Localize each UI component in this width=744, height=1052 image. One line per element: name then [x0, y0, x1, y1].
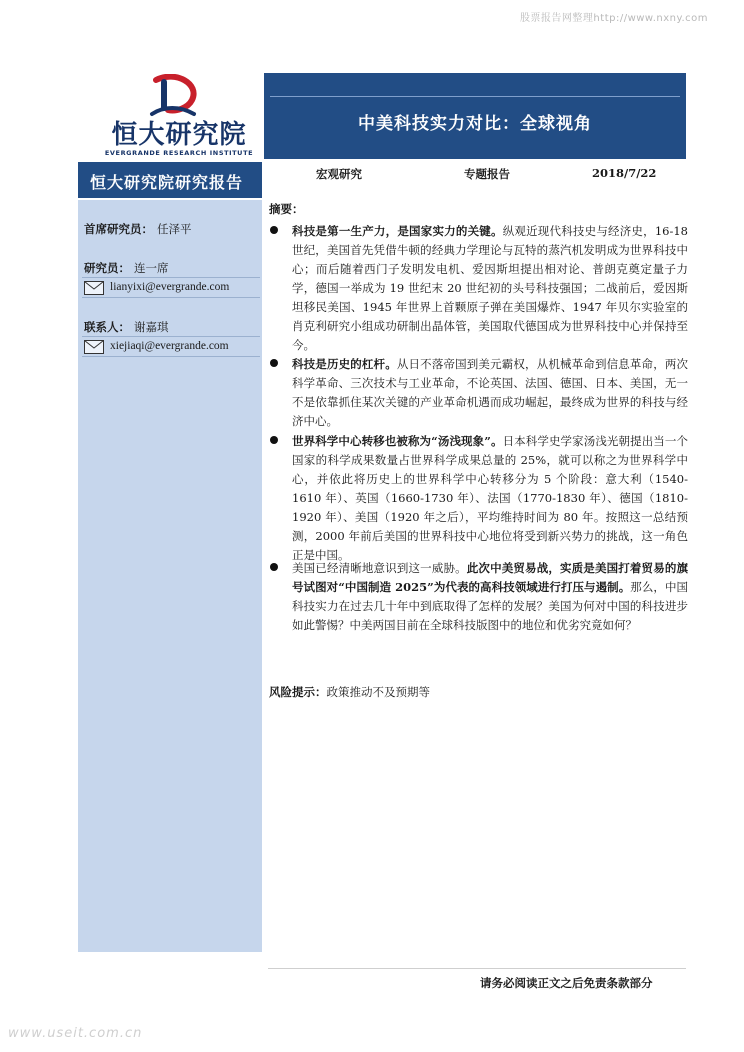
researcher: [84, 260, 169, 276]
left-header: 恒大研究院研究报告: [78, 162, 262, 198]
bullet-dot-icon: [270, 359, 278, 367]
risk-text: 政策推动不及预期等: [326, 685, 430, 699]
bullet-1-text: [292, 222, 688, 355]
evergrande-logo: [100, 74, 260, 162]
risk-label: 风险提示：: [269, 685, 327, 699]
contact: [84, 319, 169, 335]
bullet-2-text: [292, 355, 688, 431]
report-title: 中美科技实力对比：全球视角: [358, 114, 592, 134]
meta-type: 专题报告: [464, 167, 510, 181]
meta-date: 2018/7/22: [592, 166, 657, 180]
researcher-email[interactable]: lianyixi@evergrande.com: [110, 281, 230, 293]
abstract-bullet-3: [268, 432, 688, 565]
logo-mark-icon: [146, 74, 202, 118]
abstract-bullet-4: [268, 559, 688, 635]
contact-email-row[interactable]: [82, 336, 260, 357]
bullet-2-body: 从日不落帝国到美元霸权，从机械革命到信息革命，两次科学革命、三次技术与工业革命，不论英国、法国、德国、日本、美国，无一不是依靠抓住某次关键的产业革命机遇而成功崛起，最终成为世界的科技与经济中心。: [292, 357, 689, 428]
author-sidebar: [78, 200, 262, 952]
title-band: [264, 73, 686, 159]
risk-warning: [269, 684, 430, 700]
title-band-rule: [270, 96, 680, 97]
bullet-4-text: [292, 559, 688, 635]
abstract-bullet-1: [268, 222, 688, 355]
logo-name-en: EVERGRANDE RESEARCH INSTITUTE: [104, 149, 254, 157]
researcher-name: 连一席: [134, 261, 169, 275]
bullet-3-body: 日本科学史学家汤浅光朝提出当一个国家的科学成果数量占世界科学成果总量的 25%，就可以称之为世界科学中心，并依此将历史上的世界科学中心转移分为 5 个阶段：意大利（1540-1610 年）、英国（1660-1730 年）、法国（1770-1830 年）、德国（1810-1920 年）、美国（1920 年之后），平均维持时间为 80 年。按照这一总结预测，2000 年前后美国的世界科技中心地位将受到新兴势力的挑战，这一角色正是中国。: [292, 434, 689, 562]
bullet-1-body: 纵观近现代科技史与经济史，16-18 世纪，美国首先凭借牛顿的经典力学理论与瓦特的蒸汽机发明成为世界科技中心；而后随着西门子发明发电机、爱因斯坦提出相对论、普朗克奠定量子力学，德国一举成为 19 世纪末 20 世纪初的头号科技强国；二战前后，爱因斯坦移民美国、1945 年世界上首颗原子弹在美国爆炸、1947 年贝尔实验室的肖克利研究小组成功研制出晶体管，美国取代德国成为世界科技中心并保持至今。: [292, 224, 688, 352]
chief-label: 首席研究员：: [84, 222, 153, 236]
researcher-email-row[interactable]: [82, 277, 260, 298]
researcher-label: 研究员：: [84, 261, 130, 275]
logo-name-cn: 恒大研究院: [111, 120, 247, 150]
watermark-top: 股票报告网整理http://www.nxny.com: [519, 13, 708, 24]
contact-label: 联系人：: [84, 320, 130, 334]
bullet-dot-icon: [270, 226, 278, 234]
bullet-1-bold: 科技是第一生产力，是国家实力的关键。: [292, 224, 503, 238]
envelope-icon: [84, 340, 104, 354]
envelope-icon: [84, 281, 104, 295]
contact-email[interactable]: xiejiaqi@evergrande.com: [110, 340, 229, 352]
disclaimer: 请务必阅读正文之后免责条款部分: [480, 976, 653, 990]
bullet-4-bold: 此次中美贸易战，实质是美国打着贸易的旗号试图对“中国制造 2025”为代表的高科技领域进行打压与遏制。: [292, 561, 689, 594]
meta-category: 宏观研究: [316, 167, 362, 181]
chief-researcher: [84, 221, 192, 237]
watermark-bottom: www.useit.com.cn: [8, 1026, 143, 1041]
footer-divider: [268, 968, 686, 969]
bullet-dot-icon: [270, 563, 278, 571]
bullet-4-pre: 美国已经清晰地意识到这一威胁。: [292, 561, 467, 575]
bullet-3-bold: 世界科学中心转移也被称为“汤浅现象”。: [292, 434, 503, 448]
bullet-dot-icon: [270, 436, 278, 444]
abstract-bullet-2: [268, 355, 688, 431]
chief-name: 任泽平: [157, 222, 192, 236]
bullet-2-bold: 科技是历史的杠杆。: [292, 357, 397, 371]
bullet-3-text: [292, 432, 688, 565]
abstract-label: 摘要：: [269, 202, 304, 216]
contact-name: 谢嘉琪: [134, 320, 169, 334]
bullet-4-body: 那么，中国科技实力在过去几十年中到底取得了怎样的发展？美国为何对中国的科技进步如此警惕？中美两国目前在全球科技版图中的地位和优劣究竟如何？: [292, 580, 688, 632]
